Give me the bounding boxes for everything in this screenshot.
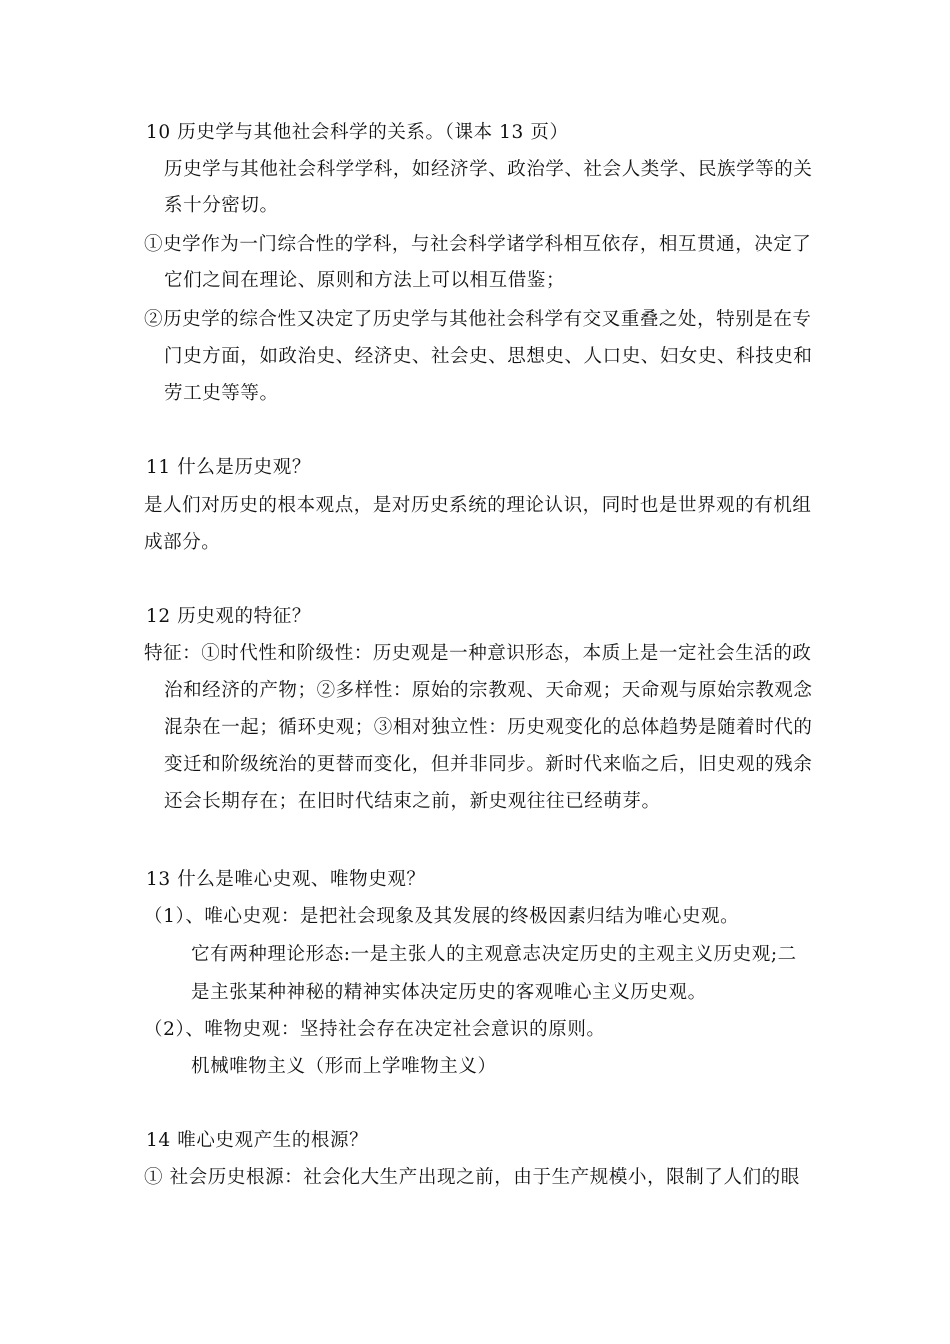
- paragraph-line: 成部分。: [144, 532, 221, 553]
- paragraph-line: 门史方面，如政治史、经济史、社会史、思想史、人口史、妇女史、科技史和: [164, 346, 813, 367]
- paragraph-line: 混杂在一起；循环史观；③相对独立性：历史观变化的总体趋势是随着时代的: [164, 717, 813, 738]
- section-heading: 10 历史学与其他社会科学的关系。（课本 13 页）: [146, 122, 569, 143]
- paragraph-line: ②历史学的综合性又决定了历史学与其他社会科学有交叉重叠之处，特别是在专: [144, 309, 812, 330]
- paragraph-line: 劳工史等等。: [164, 383, 279, 404]
- paragraph-line: 机械唯物主义（形而上学唯物主义）: [191, 1056, 497, 1077]
- paragraph-line: 系十分密切。: [164, 195, 279, 216]
- paragraph-line: ① 社会历史根源：社会化大生产出现之前，由于生产规模小，限制了人们的眼: [144, 1167, 800, 1188]
- section-heading: 14 唯心史观产生的根源？: [146, 1130, 369, 1151]
- paragraph-line: 是人们对历史的根本观点，是对历史系统的理论认识，同时也是世界观的有机组: [144, 495, 812, 516]
- paragraph-line: 它有两种理论形态:一是主张人的主观意志决定历史的主观主义历史观;二: [191, 944, 797, 965]
- paragraph-line: 变迁和阶级统治的更替而变化，但并非同步。新时代来临之后，旧史观的残余: [164, 754, 813, 775]
- paragraph-line: 历史学与其他社会科学学科，如经济学、政治学、社会人类学、民族学等的关: [164, 159, 813, 180]
- paragraph-line: 它们之间在理论、原则和方法上可以相互借鉴；: [164, 270, 566, 291]
- paragraph-line: （2）、唯物史观：坚持社会存在决定社会意识的原则。: [144, 1019, 606, 1040]
- section-heading: 12 历史观的特征？: [146, 606, 311, 627]
- paragraph-line: （1）、唯心史观：是把社会现象及其发展的终极因素归结为唯心史观。: [144, 906, 740, 927]
- paragraph-line: 治和经济的产物；②多样性：原始的宗教观、天命观；天命观与原始宗教观念: [164, 680, 813, 701]
- section-heading: 11 什么是历史观？: [146, 457, 311, 478]
- paragraph-line: 还会长期存在；在旧时代结束之前，新史观往往已经萌芽。: [164, 791, 661, 812]
- paragraph-line: 是主张某种神秘的精神实体决定历史的客观唯心主义历史观。: [191, 982, 707, 1003]
- paragraph-line: ①史学作为一门综合性的学科，与社会科学诸学科相互依存，相互贯通，决定了: [144, 234, 812, 255]
- section-heading: 13 什么是唯心史观、唯物史观？: [146, 869, 426, 890]
- paragraph-line: 特征：①时代性和阶级性：历史观是一种意识形态，本质上是一定社会生活的政: [144, 643, 812, 664]
